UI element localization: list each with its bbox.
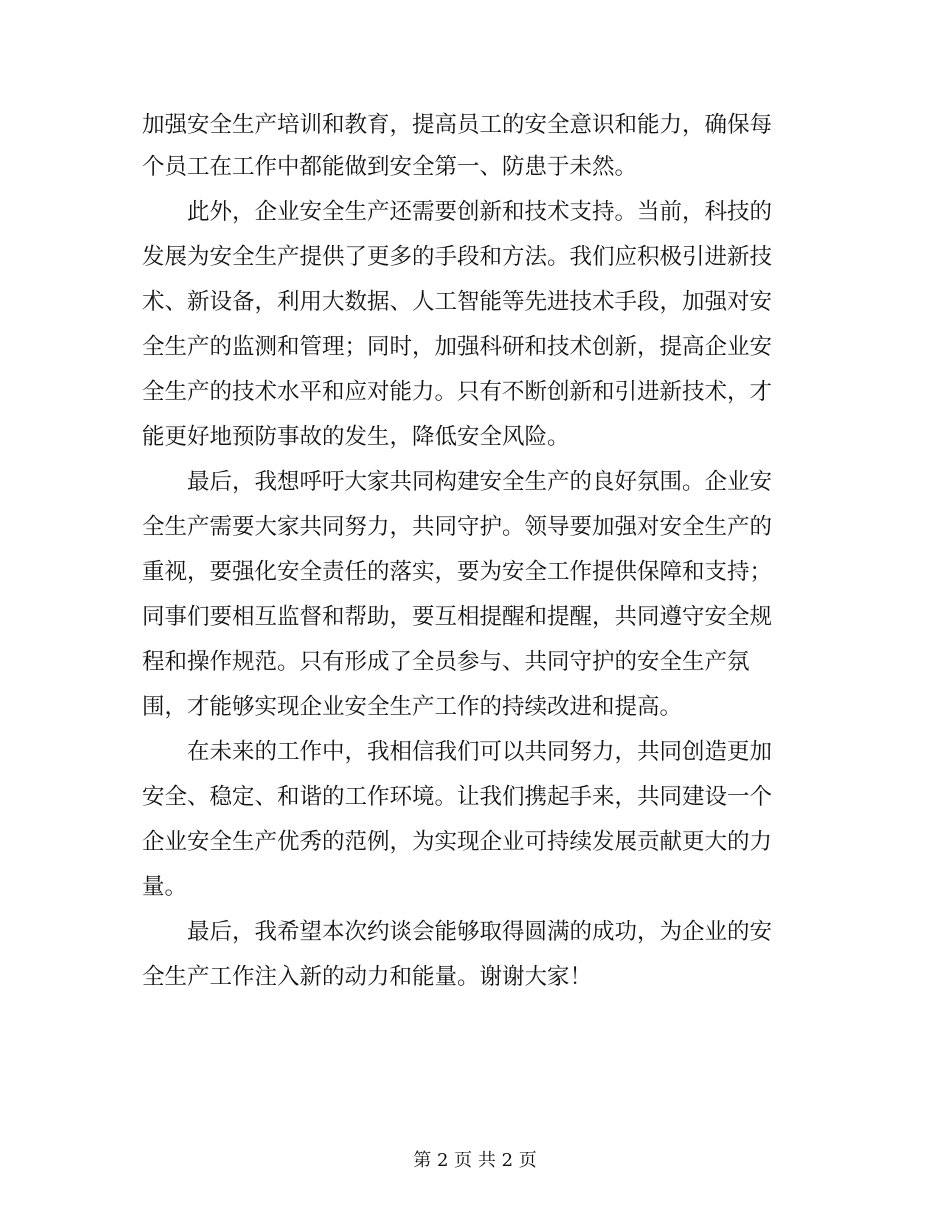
text-line: 企业安全生产优秀的范例，为实现企业可持续发展贡献更大的力 [142,829,773,855]
text-line: 量。 [142,874,188,900]
text-line: 全生产的监测和管理；同时，加强科研和技术创新，提高企业安 [142,334,773,360]
text-line: 发展为安全生产提供了更多的手段和方法。我们应积极引进新技 [142,244,773,270]
text-line: 全生产的技术水平和应对能力。只有不断创新和引进新技术，才 [142,379,773,405]
text-line: 程和操作规范。只有形成了全员参与、共同守护的安全生产氛 [142,649,750,675]
text-line: 在未来的工作中，我相信我们可以共同努力，共同创造更加 [142,739,773,765]
text-line: 重视，要强化安全责任的落实，要为安全工作提供保障和支持； [142,559,773,585]
text-line: 加强安全生产培训和教育，提高员工的安全意识和能力，确保每 [142,112,773,138]
text-line: 安全、稳定、和谐的工作环境。让我们携起手来，共同建设一个 [142,784,773,810]
text-line: 此外，企业安全生产还需要创新和技术支持。当前，科技的 [142,199,773,225]
text-line: 同事们要相互监督和帮助，要互相提醒和提醒，共同遵守安全规 [142,604,773,630]
text-line: 围，才能够实现企业安全生产工作的持续改进和提高。 [142,694,683,720]
text-line: 术、新设备，利用大数据、人工智能等先进技术手段，加强对安 [142,289,773,315]
text-line: 最后，我想呼吁大家共同构建安全生产的良好氛围。企业安 [142,469,773,495]
text-line: 全生产工作注入新的动力和能量。谢谢大家！ [142,964,593,990]
text-line: 个员工在工作中都能做到安全第一、防患于未然。 [142,154,638,180]
text-line: 能更好地预防事故的发生，降低安全风险。 [142,424,570,450]
text-line: 全生产需要大家共同努力，共同守护。领导要加强对安全生产的 [142,514,773,540]
page-number-footer: 第 2 页 共 2 页 [413,1150,537,1171]
text-line: 最后，我希望本次约谈会能够取得圆满的成功，为企业的安 [142,919,773,945]
